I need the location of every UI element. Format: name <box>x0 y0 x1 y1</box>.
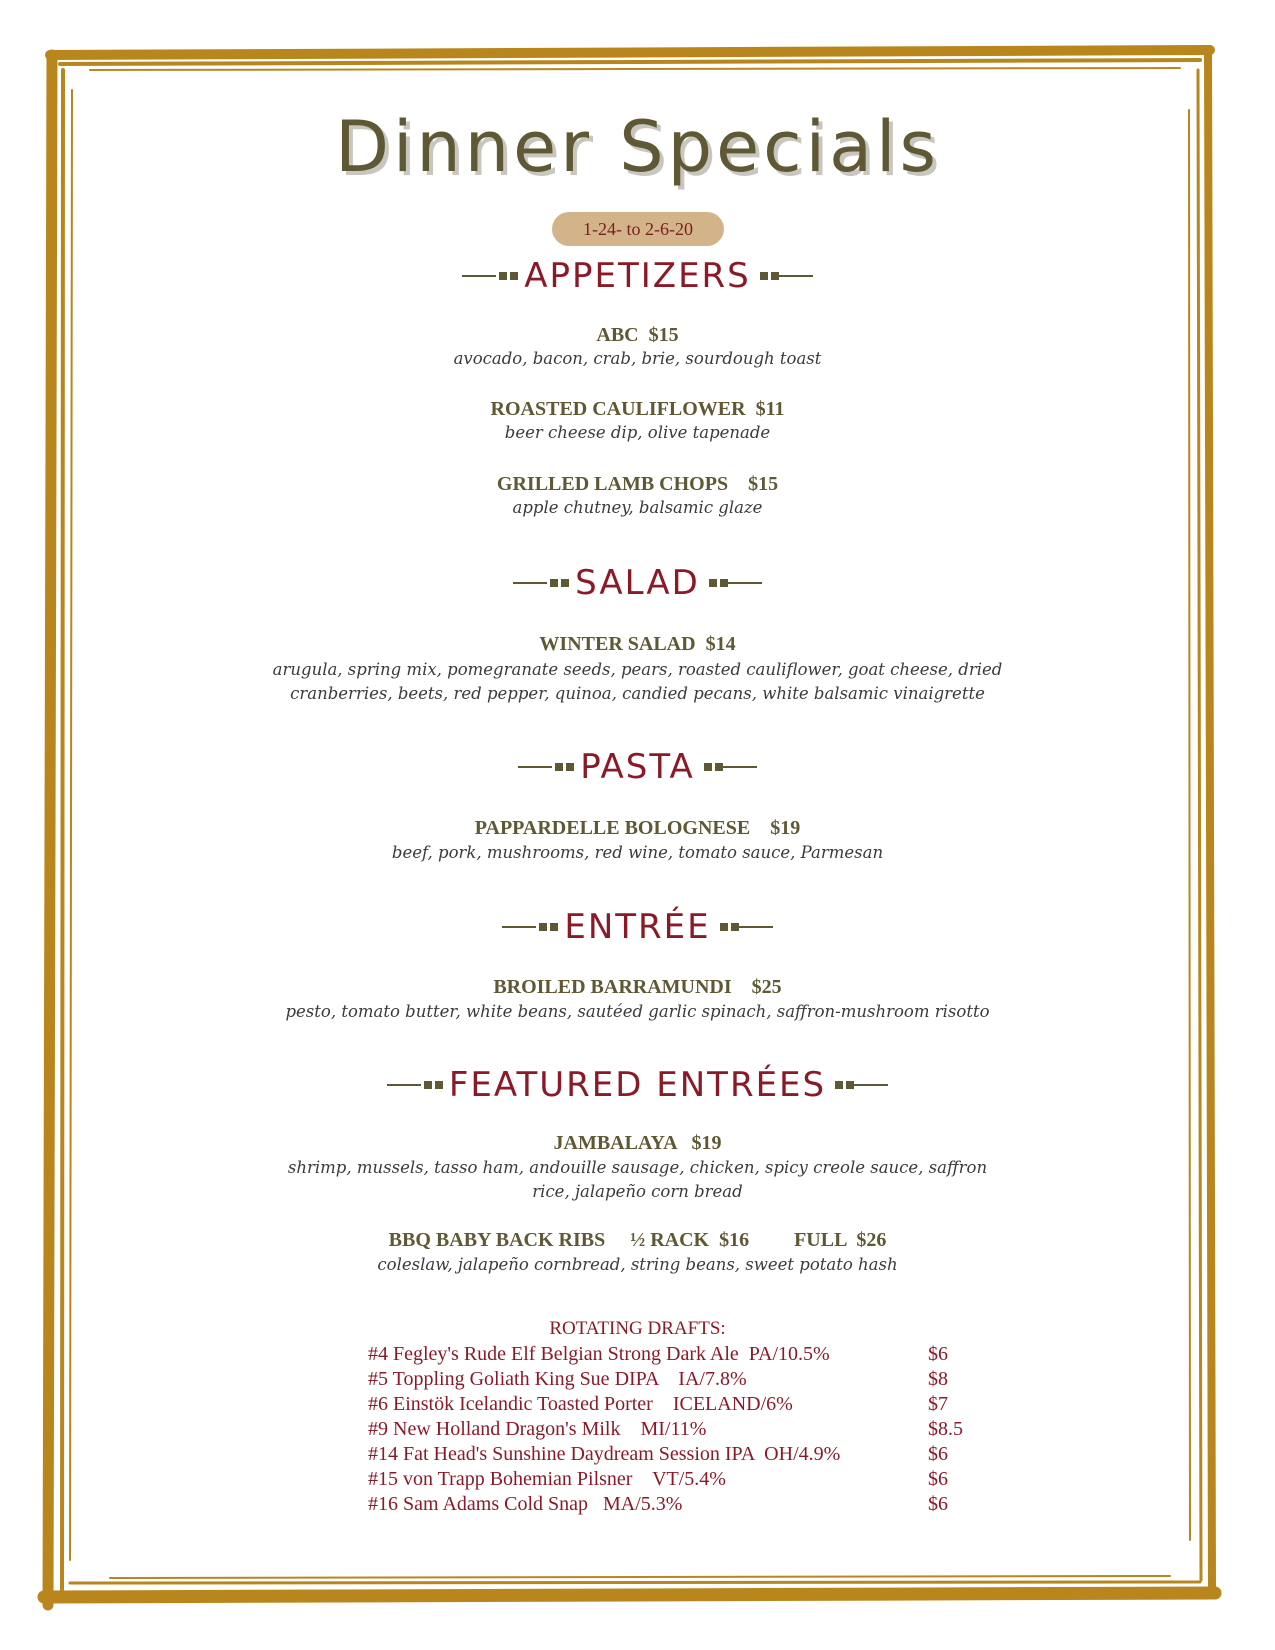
divider-square-icon <box>771 272 779 280</box>
divider-square-icon <box>435 1081 443 1089</box>
section-title: APPETIZERS <box>524 256 751 296</box>
divider-line <box>387 1084 421 1086</box>
divider-square-icon <box>760 272 768 280</box>
divider-line <box>739 926 773 928</box>
divider-square-icon <box>555 763 563 771</box>
draft-price: $8 <box>928 1368 948 1390</box>
section-heading-appetizers <box>0 256 1275 296</box>
divider-line <box>462 275 496 277</box>
menu-item-description: shrimp, mussels, tasso ham, andouille sausage, chicken, spicy creole sauce, saffron <box>287 1158 988 1177</box>
menu-item-description: apple chutney, balsamic glaze <box>512 498 763 517</box>
section-title: SALAD <box>575 563 700 603</box>
section-title: FEATURED ENTRÉES <box>448 1065 827 1105</box>
date-range-badge: 1-24- to 2-6-20 <box>552 212 724 246</box>
divider-line <box>779 275 813 277</box>
draft-item <box>368 1466 968 1492</box>
draft-price: $6 <box>928 1468 948 1490</box>
section-heading-entree <box>0 907 1275 947</box>
menu-item-description: avocado, bacon, crab, brie, sourdough toast <box>453 349 822 368</box>
section-title: ENTRÉE <box>564 907 711 947</box>
draft-name: #16 Sam Adams Cold Snap MA/5.3% <box>368 1493 683 1515</box>
divider-square-icon <box>731 923 739 931</box>
draft-price: $6 <box>928 1493 948 1515</box>
draft-name: #6 Einstök Icelandic Toasted Porter ICELAND/6% <box>368 1393 793 1415</box>
divider-square-icon <box>835 1081 843 1089</box>
draft-name: #15 von Trapp Bohemian Pilsner VT/5.4% <box>368 1468 726 1490</box>
menu-item-name: WINTER SALAD $14 <box>539 633 736 655</box>
menu-item-description: coleslaw, jalapeño cornbread, string beans, sweet potato hash <box>377 1255 898 1274</box>
draft-item <box>368 1366 968 1392</box>
divider-square-icon <box>561 579 569 587</box>
draft-item <box>368 1341 968 1367</box>
divider-square-icon <box>715 763 723 771</box>
section-title: PASTA <box>580 747 695 787</box>
section-heading-salad <box>0 563 1275 603</box>
menu-item-description: rice, jalapeño corn bread <box>532 1182 743 1201</box>
draft-price: $6 <box>928 1443 948 1465</box>
draft-price: $7 <box>928 1393 948 1415</box>
draft-name: #9 New Holland Dragon's Milk MI/11% <box>368 1418 707 1440</box>
menu-item-name: BBQ BABY BACK RIBS ½ RACK $16 FULL $26 <box>388 1229 887 1251</box>
divider-square-icon <box>499 272 507 280</box>
menu-item-description: pesto, tomato butter, white beans, sautéed garlic spinach, saffron-mushroom risotto <box>285 1002 990 1021</box>
page-title: Dinner Specials <box>335 106 940 188</box>
draft-item <box>368 1441 968 1467</box>
divider-line <box>723 766 757 768</box>
draft-name: #5 Toppling Goliath King Sue DIPA IA/7.8% <box>368 1368 747 1390</box>
menu-item-description: beef, pork, mushrooms, red wine, tomato sauce, Parmesan <box>391 843 884 862</box>
divider-square-icon <box>566 763 574 771</box>
divider-square-icon <box>550 923 558 931</box>
divider-line <box>728 582 762 584</box>
divider-line <box>502 926 536 928</box>
draft-price: $8.5 <box>928 1418 963 1440</box>
divider-line <box>513 582 547 584</box>
menu-item-name: PAPPARDELLE BOLOGNESE $19 <box>474 817 801 839</box>
divider-square-icon <box>846 1081 854 1089</box>
divider-square-icon <box>424 1081 432 1089</box>
menu-item-name: ROASTED CAULIFLOWER $11 <box>490 398 785 420</box>
menu-item-name: JAMBALAYA $19 <box>553 1132 722 1154</box>
divider-square-icon <box>709 579 717 587</box>
divider-square-icon <box>510 272 518 280</box>
menu-item-name: ABC $15 <box>596 324 679 346</box>
menu-item-description: cranberries, beets, red pepper, quinoa, candied pecans, white balsamic vinaigrette <box>290 684 985 703</box>
menu-item-name: GRILLED LAMB CHOPS $15 <box>496 473 779 495</box>
section-heading-pasta <box>0 747 1275 787</box>
divider-square-icon <box>720 579 728 587</box>
draft-item <box>368 1391 968 1417</box>
menu-item-description: arugula, spring mix, pomegranate seeds, pears, roasted cauliflower, goat cheese, dried <box>272 660 1003 679</box>
draft-name: #14 Fat Head's Sunshine Daydream Session IPA OH/4.9% <box>368 1443 841 1465</box>
draft-item <box>368 1491 968 1517</box>
drafts-title: ROTATING DRAFTS: <box>549 1318 726 1339</box>
divider-square-icon <box>539 923 547 931</box>
divider-line <box>518 766 552 768</box>
divider-line <box>854 1084 888 1086</box>
menu-item-name: BROILED BARRAMUNDI $25 <box>493 976 782 998</box>
draft-item <box>368 1416 968 1442</box>
section-heading-featured-entrees <box>0 1065 1275 1105</box>
menu-item-description: beer cheese dip, olive tapenade <box>504 423 771 442</box>
divider-square-icon <box>550 579 558 587</box>
divider-square-icon <box>720 923 728 931</box>
divider-square-icon <box>704 763 712 771</box>
draft-price: $6 <box>928 1343 948 1365</box>
draft-name: #4 Fegley's Rude Elf Belgian Strong Dark Ale PA/10.5% <box>368 1343 830 1365</box>
